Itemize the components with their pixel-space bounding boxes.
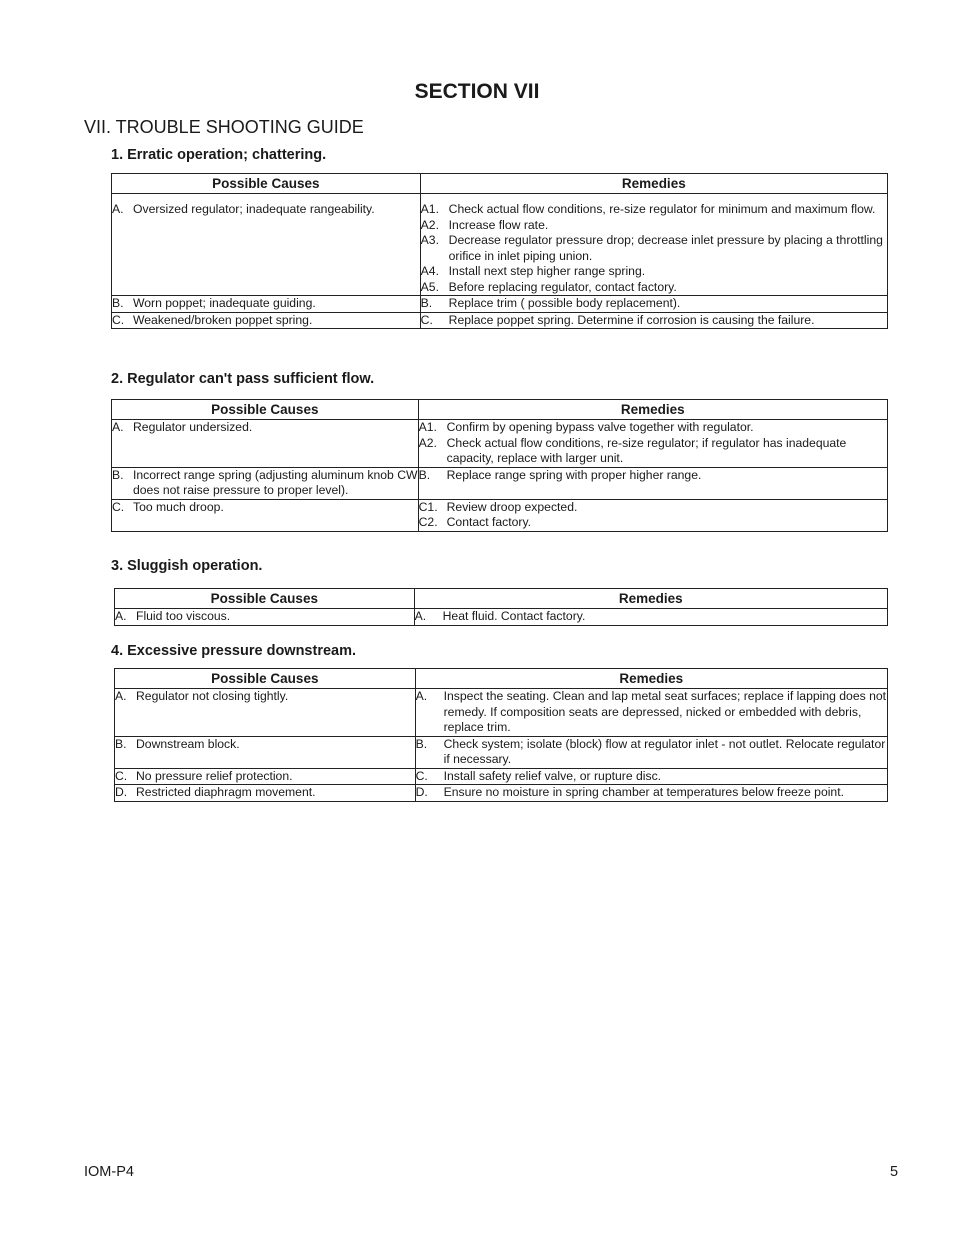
cause-item-text: Regulator not closing tightly. xyxy=(136,689,289,703)
cause-cell xyxy=(115,689,416,737)
remedy-cell xyxy=(415,785,887,802)
remedy-item-text: Check system; isolate (block) flow at regulator inlet - not outlet. Relocate regulator if necessary. xyxy=(443,736,886,766)
cause-cell xyxy=(115,768,416,785)
remedy-item-label: C1. xyxy=(418,499,438,514)
document-id: IOM-P4 xyxy=(84,1164,134,1180)
cause-cell xyxy=(112,312,421,329)
causes-header: Possible Causes xyxy=(112,174,421,194)
cause-item-label: C. xyxy=(115,768,128,783)
remedy-item-text: Contact factory. xyxy=(446,515,532,529)
remedy-item xyxy=(416,785,887,801)
cause-item-label: B. xyxy=(115,736,127,751)
section-4-heading: 4. Excessive pressure downstream. xyxy=(111,643,357,659)
cause-item xyxy=(112,202,420,218)
causes-header: Possible Causes xyxy=(115,589,415,609)
cause-item-text: Fluid too viscous. xyxy=(136,609,231,623)
remedy-cell xyxy=(418,467,887,499)
cause-item-label: A. xyxy=(112,202,124,216)
table-row xyxy=(115,785,888,802)
remedy-cell xyxy=(420,194,887,296)
remedy-item xyxy=(415,609,887,625)
remedy-item xyxy=(421,313,887,329)
remedy-item-label: A2. xyxy=(418,435,437,450)
cause-item-text: Regulator undersized. xyxy=(133,420,253,434)
remedy-item-label: B. xyxy=(418,467,431,482)
cause-item-text: Restricted diaphragm movement. xyxy=(136,785,316,799)
section-4-table xyxy=(114,668,888,802)
remedy-item xyxy=(416,689,887,736)
remedy-item-label: A1. xyxy=(418,420,437,434)
remedy-item xyxy=(419,468,887,484)
remedies-header: Remedies xyxy=(420,174,887,194)
remedy-item xyxy=(421,233,887,264)
remedy-item xyxy=(416,769,887,785)
remedy-cell xyxy=(415,736,887,768)
cause-item xyxy=(115,785,415,801)
section-2-heading: 2. Regulator can't pass sufficient flow. xyxy=(111,371,375,387)
remedy-item-label: A4. xyxy=(420,264,439,278)
cause-item xyxy=(112,500,418,516)
remedy-item-text: Replace range spring with proper higher range. xyxy=(446,467,702,482)
section-3-heading: 3. Sluggish operation. xyxy=(111,558,263,574)
cause-item-text: Downstream block. xyxy=(136,736,240,751)
cause-item-label: A. xyxy=(112,420,124,434)
remedies-header: Remedies xyxy=(418,400,887,420)
remedy-item-label: C. xyxy=(415,768,428,783)
remedy-item-text: Review droop expected. xyxy=(446,499,578,514)
cause-item-text: No pressure relief protection. xyxy=(136,768,293,783)
remedy-item xyxy=(419,500,887,516)
remedy-item-text: Install next step higher range spring. xyxy=(448,264,646,278)
causes-header: Possible Causes xyxy=(115,669,416,689)
cause-item xyxy=(115,609,414,625)
remedy-cell xyxy=(418,420,887,468)
section-2-table xyxy=(111,399,888,532)
section-3-table xyxy=(114,588,888,626)
cause-item-label: C. xyxy=(112,499,125,514)
remedy-item-label: A2. xyxy=(420,217,439,232)
remedy-item xyxy=(416,737,887,768)
table-row xyxy=(115,609,888,626)
remedy-item-text: Before replacing regulator, contact factory. xyxy=(448,279,677,294)
table-row xyxy=(112,467,888,499)
cause-item-text: Weakened/broken poppet spring. xyxy=(133,312,313,327)
cause-cell xyxy=(112,499,419,531)
remedy-item xyxy=(421,296,887,312)
remedy-item-text: Confirm by opening bypass valve together with regulator. xyxy=(446,420,754,434)
table-row xyxy=(115,689,888,737)
cause-item xyxy=(112,296,420,312)
remedy-item-text: Heat fluid. Contact factory. xyxy=(442,609,586,623)
table-row xyxy=(115,736,888,768)
remedy-item-text: Ensure no moisture in spring chamber at temperatures below freeze point. xyxy=(443,785,844,799)
table-row xyxy=(112,420,888,468)
section-1-table xyxy=(111,173,888,329)
remedy-item-text: Replace poppet spring. Determine if corrosion is causing the failure. xyxy=(448,312,815,327)
remedy-item-label: C2. xyxy=(418,515,438,529)
remedy-item-text: Check actual flow conditions, re-size regulator; if regulator has inadequate capacity, replace with larger unit. xyxy=(446,435,847,465)
section-title: SECTION VII xyxy=(414,80,540,103)
guide-title: VII. TROUBLE SHOOTING GUIDE xyxy=(84,117,364,137)
cause-item xyxy=(115,737,415,753)
cause-item xyxy=(112,420,418,436)
remedy-item-label: A. xyxy=(415,689,428,703)
cause-item xyxy=(112,468,418,499)
remedy-item-label: A1. xyxy=(420,202,439,216)
cause-cell xyxy=(115,609,415,626)
cause-cell xyxy=(112,467,419,499)
cause-cell xyxy=(112,296,421,313)
cause-item-text: Too much droop. xyxy=(133,499,224,514)
remedy-item-label: D. xyxy=(415,785,428,799)
remedy-item-label: B. xyxy=(420,296,433,310)
remedy-item-label: B. xyxy=(415,736,428,751)
cause-item-text: Worn poppet; inadequate guiding. xyxy=(133,296,316,310)
page-number: 5 xyxy=(890,1164,899,1180)
remedy-cell xyxy=(420,312,887,329)
cause-item xyxy=(112,313,420,329)
cause-item-text: Oversized regulator; inadequate rangeability. xyxy=(133,202,375,216)
remedy-item-text: Increase flow rate. xyxy=(448,217,549,232)
cause-item-label: D. xyxy=(115,785,128,799)
remedy-item-text: Decrease regulator pressure drop; decrease inlet pressure by placing a throttling orifice in inlet piping union. xyxy=(448,233,883,263)
remedy-item-label: A5. xyxy=(420,279,439,294)
remedy-cell xyxy=(420,296,887,313)
cause-item xyxy=(115,769,415,785)
table-row xyxy=(112,312,888,329)
cause-item-label: B. xyxy=(112,467,124,482)
remedy-cell xyxy=(415,768,887,785)
remedy-cell xyxy=(415,689,887,737)
cause-item-label: A. xyxy=(115,689,127,703)
remedy-item-label: A3. xyxy=(420,233,439,247)
causes-header: Possible Causes xyxy=(112,400,419,420)
cause-item-label: C. xyxy=(112,312,125,327)
remedy-item-text: Inspect the seating. Clean and lap metal seat surfaces; replace if lapping does not remedy. If composition seats are depressed, nicked or embedded with debris, replace trim. xyxy=(443,689,887,734)
table-row xyxy=(112,499,888,531)
table-row xyxy=(115,768,888,785)
remedy-item xyxy=(419,515,887,531)
table-row xyxy=(112,194,888,296)
remedies-header: Remedies xyxy=(414,589,887,609)
cause-cell xyxy=(112,420,419,468)
table-row xyxy=(112,296,888,313)
remedy-item xyxy=(419,420,887,436)
cause-item-label: B. xyxy=(112,296,124,310)
cause-item-label: A. xyxy=(115,609,127,623)
cause-cell xyxy=(115,785,416,802)
remedy-item-text: Install safety relief valve, or rupture disc. xyxy=(443,768,662,783)
cause-cell xyxy=(112,194,421,296)
section-1-heading: 1. Erratic operation; chattering. xyxy=(111,147,327,163)
remedy-item-label: A. xyxy=(414,609,427,623)
cause-item-text: Incorrect range spring (adjusting aluminum knob CW does not raise pressure to proper level). xyxy=(133,467,418,497)
remedy-cell xyxy=(414,609,887,626)
cause-cell xyxy=(115,736,416,768)
remedy-item xyxy=(419,436,887,467)
remedy-item-text: Check actual flow conditions, re-size regulator for minimum and maximum flow. xyxy=(448,202,876,216)
cause-item xyxy=(115,689,415,705)
remedy-item xyxy=(421,202,887,218)
remedies-header: Remedies xyxy=(415,669,887,689)
remedy-item-label: C. xyxy=(420,312,433,327)
remedy-item-text: Replace trim ( possible body replacement). xyxy=(448,296,681,310)
remedy-item xyxy=(421,264,887,280)
remedy-cell xyxy=(418,499,887,531)
remedy-item xyxy=(421,280,887,296)
remedy-item xyxy=(421,218,887,234)
